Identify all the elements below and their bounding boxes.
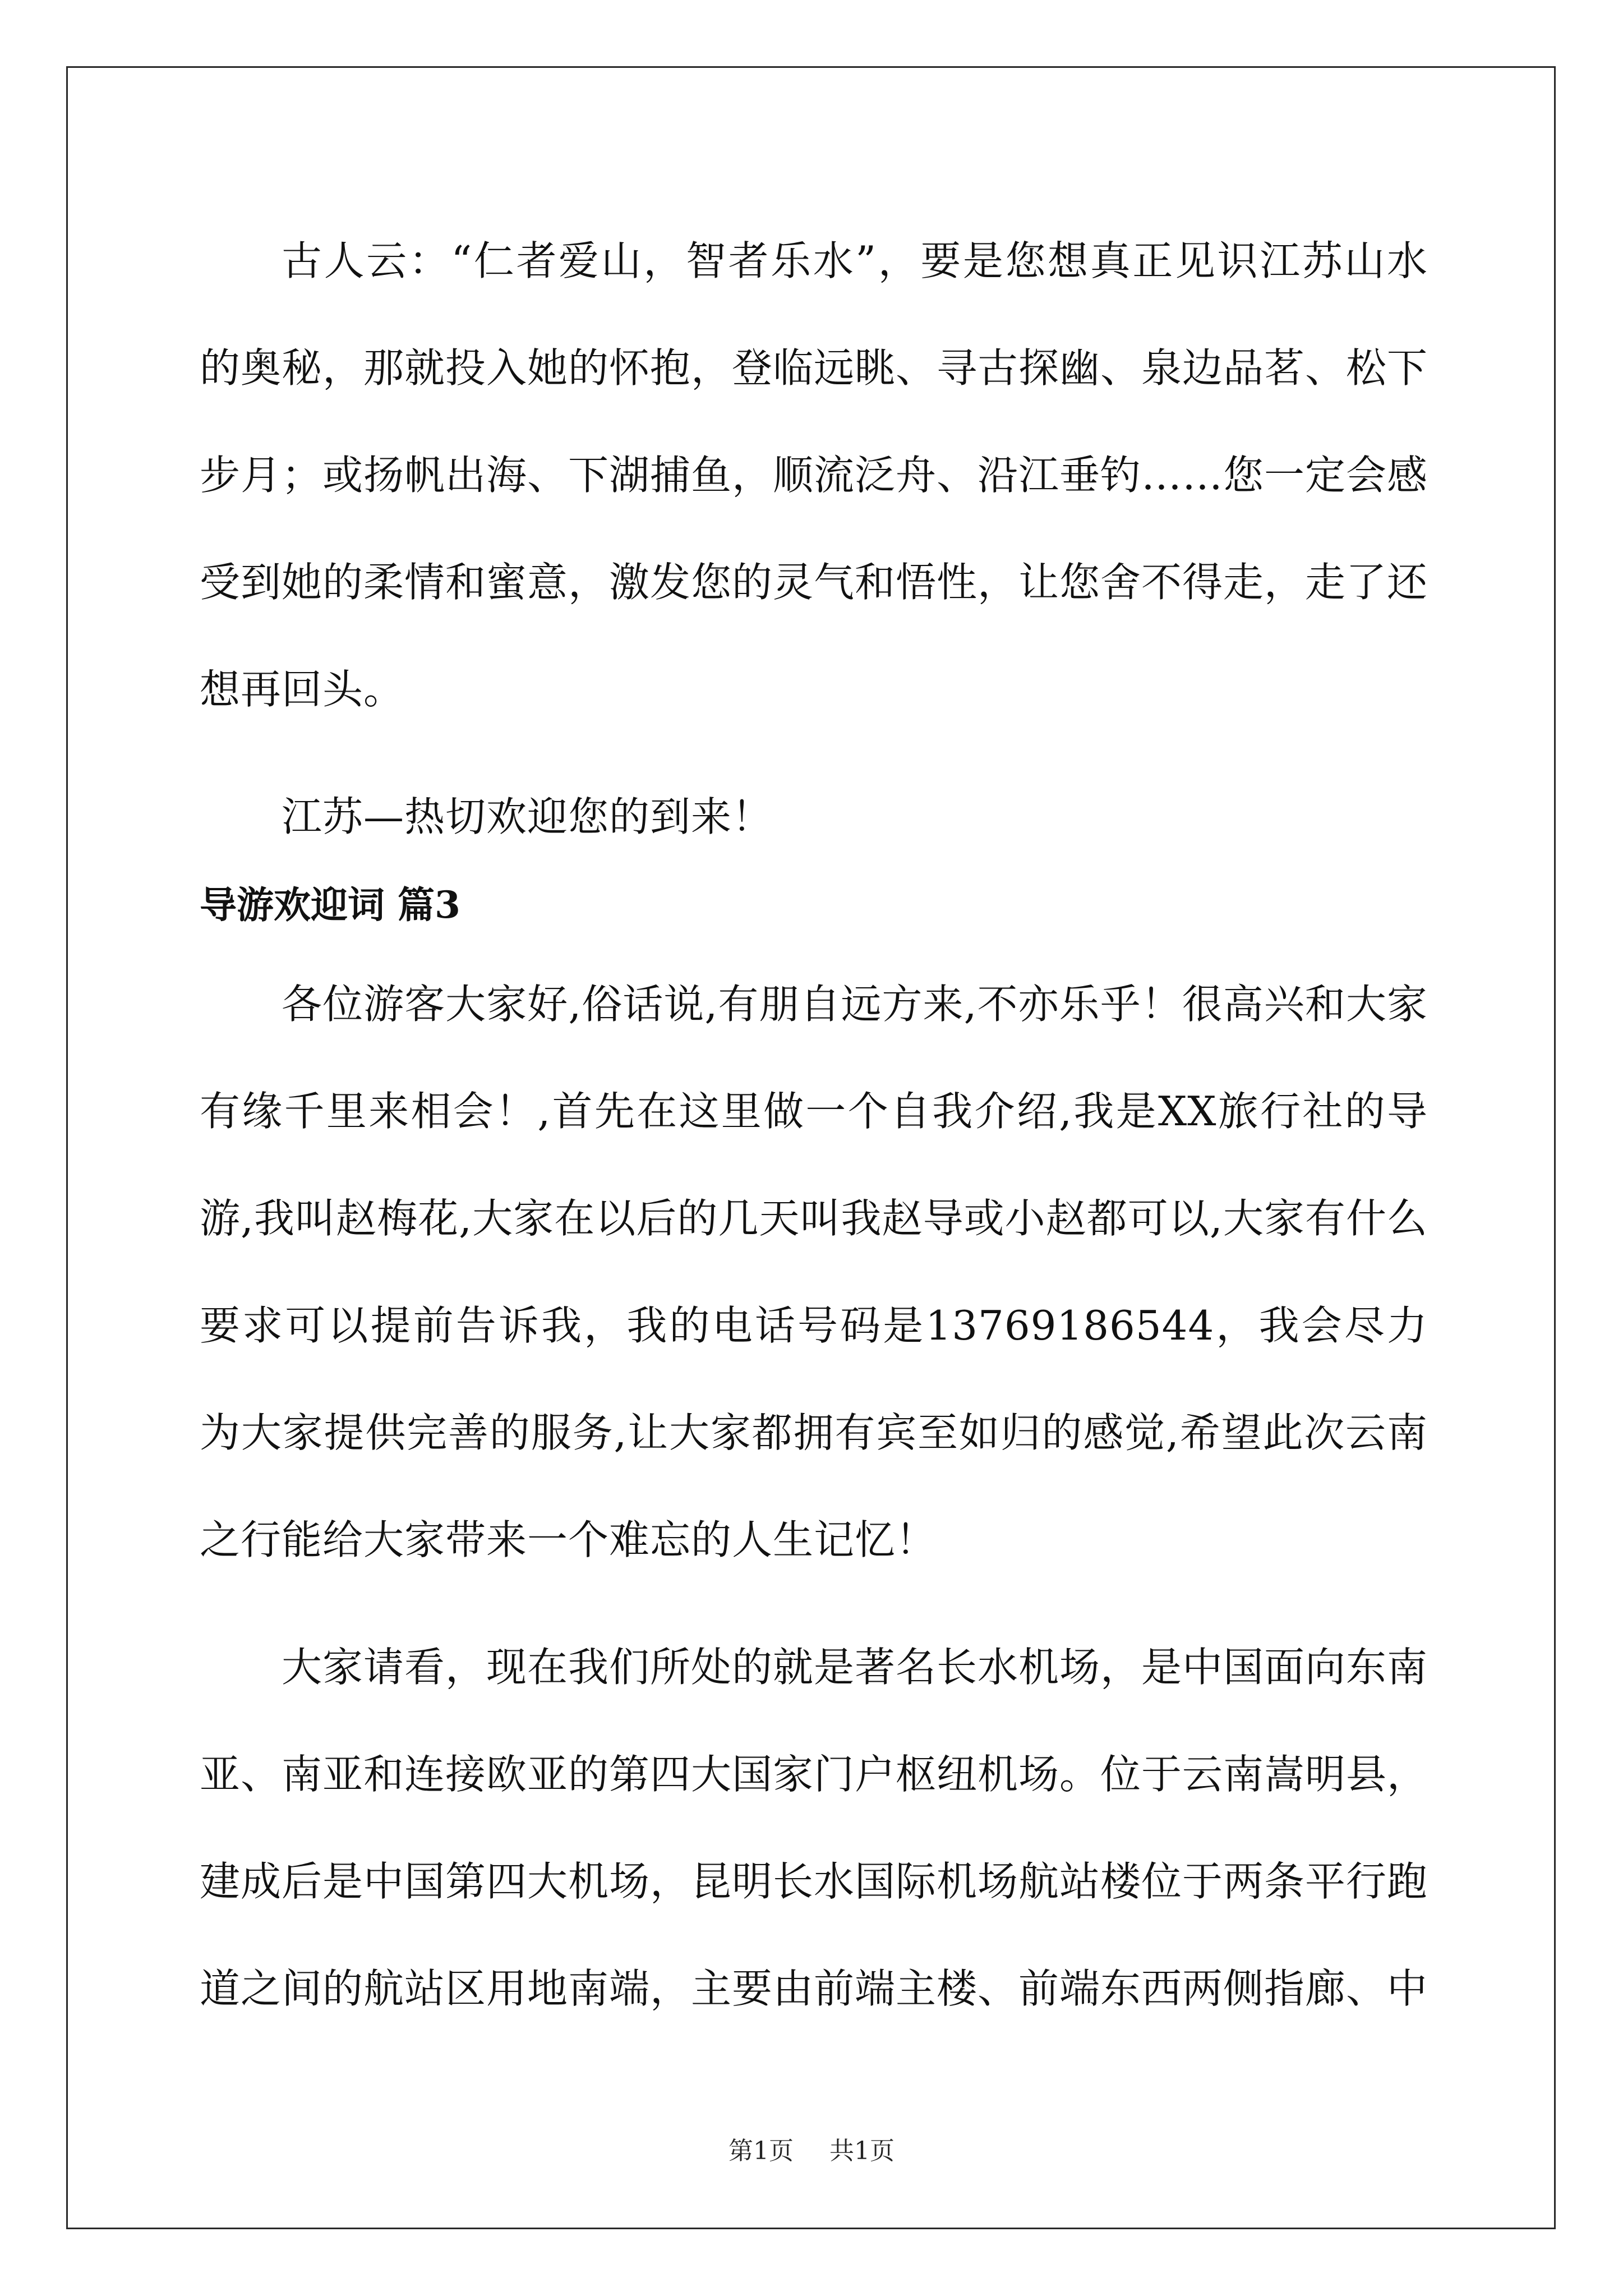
page-number-current: 第1页 [728, 2137, 794, 2165]
paragraph-changshui-airport: 大家请看，现在我们所处的就是著名长水机场，是中国面向东南亚、南亚和连接欧亚的第四大国家门户枢纽机场。位于云南嵩明县，建成后是中国第四大机场，昆明长水国际机场航站楼位于两条平行跑道之间的航站区用地南端，主要由前端主楼、前端东西两侧指廊、中 [200, 1644, 1428, 2012]
paragraph-guide-intro: 各位游客大家好,俗话说,有朋自远方来,不亦乐乎！很高兴和大家有缘千里来相会！,首先在这里做一个自我介绍,我是XX旅行社的导游,我叫赵梅花,大家在以后的几天叫我赵导或小赵都可以,大家有什么要求可以提前告诉我，我的电话号码是13769186544，我会尽力为大家提供完善的服务,让大家都拥有宾至如归的感觉,希望此次云南之行能给大家带来一个难忘的人生记忆！ [200, 981, 1428, 1563]
document-body [200, 208, 1428, 2042]
paragraph-jiangsu-welcome: 江苏—热切欢迎您的到来！ [282, 793, 773, 840]
page-number-total: 共1页 [829, 2137, 895, 2165]
section-heading: 导游欢迎词 篇3 [200, 883, 460, 927]
paragraph-jiangsu-landscape: 古人云：“仁者爱山，智者乐水”，要是您想真正见识江苏山水的奥秘，那就投入她的怀抱，登临远眺、寻古探幽、泉边品茗、松下步月；或扬帆出海、下湖捕鱼，顺流泛舟、沿江垂钓……您一定会感受到她的柔情和蜜意，激发您的灵气和悟性，让您舍不得走，走了还想再回头。 [200, 237, 1428, 713]
page-footer [0, 2134, 1623, 2168]
